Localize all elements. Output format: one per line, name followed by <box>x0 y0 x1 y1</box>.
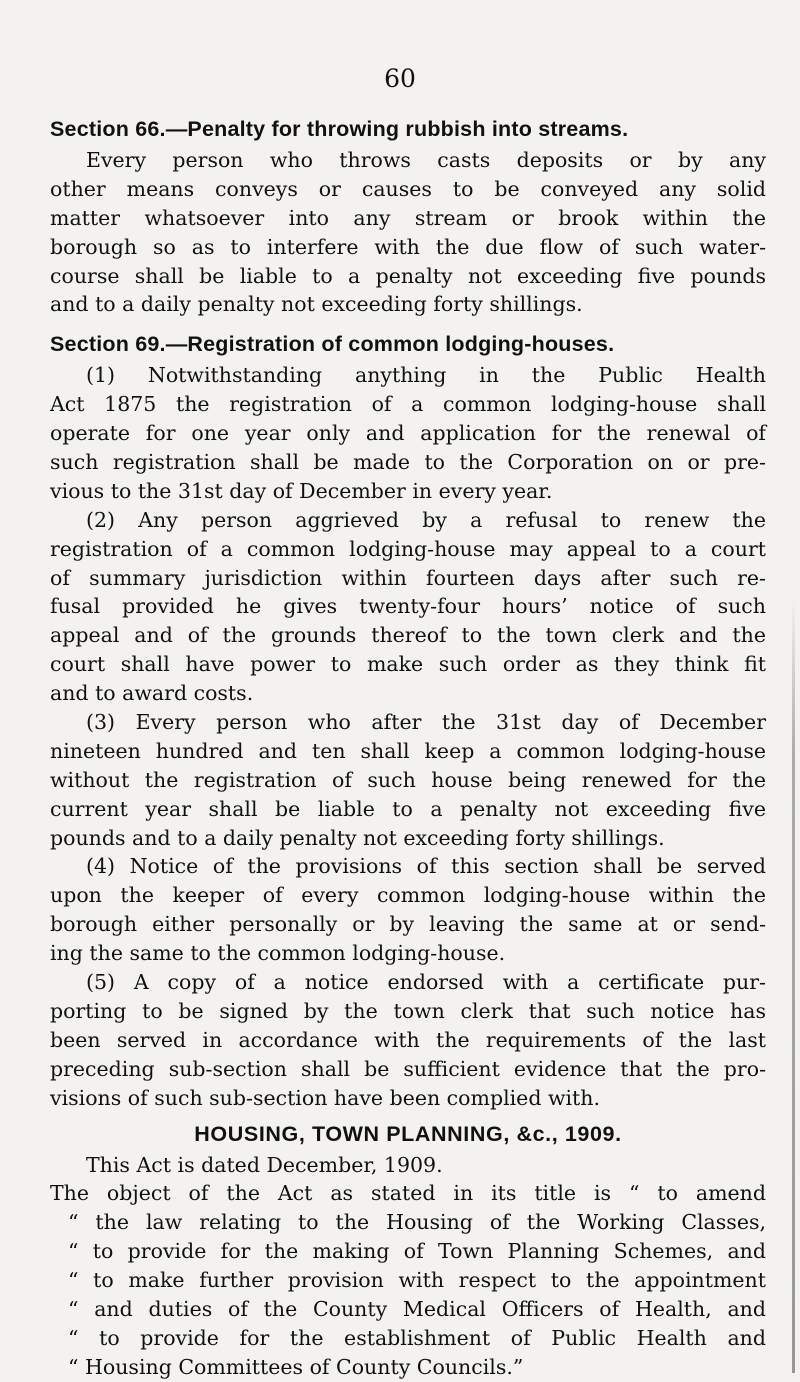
section-69-heading: Section 69.—Registration of common lodging-houses. <box>50 332 615 357</box>
text-line: current year shall be liable to a penalty not exceeding five <box>50 796 766 821</box>
text-line: nineteen hundred and ten shall keep a common lodging-house <box>50 738 766 763</box>
text-line: registration of a common lodging-house may appeal to a court <box>50 536 766 561</box>
text-line: and to a daily penalty not exceeding forty shillings. <box>50 292 583 317</box>
text-line: ing the same to the common lodging-house. <box>50 941 506 966</box>
text-line: operate for one year only and application for the renewal of <box>50 421 766 446</box>
text-line: course shall be liable to a penalty not exceeding five pounds <box>50 263 766 288</box>
text-line: (5) A copy of a notice endorsed with a certificate pur- <box>86 970 766 995</box>
text-line: such registration shall be made to the Corporation on or pre- <box>50 450 766 475</box>
section-69-paragraph-5 <box>50 968 766 1112</box>
text-line: been served in accordance with the requirements of the last <box>50 1027 766 1052</box>
housing-heading: HOUSING, TOWN PLANNING, &c., 1909. <box>194 1121 622 1146</box>
text-line: preceding sub-section shall be sufficient evidence that the pro- <box>50 1056 766 1081</box>
text-line: (4) Notice of the provisions of this section shall be served <box>86 854 766 879</box>
section-66-heading: Section 66.—Penalty for throwing rubbish into streams. <box>50 117 629 141</box>
text-line: borough either personally or by leaving the same at or send- <box>50 912 766 937</box>
section-69-paragraph-1 <box>50 361 766 505</box>
section-69-paragraph-4 <box>50 852 766 968</box>
text-line: upon the keeper of every common lodging-house within the <box>50 883 766 908</box>
text-line: (1) Notwithstanding anything in the Public Health <box>86 363 766 388</box>
text-line: other means conveys or causes to be conveyed any solid <box>50 176 766 201</box>
text-line: fusal provided he gives twenty-four hours’ notice of such <box>50 594 766 619</box>
page-edge-shadow <box>792 600 795 1373</box>
text-line: pounds and to a daily penalty not exceeding forty shillings. <box>50 825 665 850</box>
text-line: Every person who throws casts deposits or by any <box>86 148 766 172</box>
text-line: without the registration of such house being renewed for the <box>50 767 766 792</box>
section-69-paragraph-2 <box>50 506 766 708</box>
page-number: 60 <box>384 64 416 93</box>
text-line: vious to the 31st day of December in every year. <box>50 478 553 503</box>
text-line: “ to provide for the making of Town Planning Schemes, and <box>68 1239 766 1264</box>
page-content <box>50 114 766 1382</box>
text-line: borough so as to interfere with the due flow of such water- <box>50 234 766 259</box>
text-line: “ the law relating to the Housing of the Working Classes, <box>68 1210 766 1235</box>
text-line: (3) Every person who after the 31st day of December <box>86 710 766 735</box>
text-line: (2) Any person aggrieved by a refusal to renew the <box>86 507 766 532</box>
text-line: This Act is dated December, 1909. <box>86 1152 443 1177</box>
text-line: Act 1875 the registration of a common lodging-house shall <box>50 392 766 417</box>
text-line: appeal and of the grounds thereof to the town clerk and the <box>50 623 766 648</box>
text-line: of summary jurisdiction within fourteen days after such re- <box>50 565 766 590</box>
text-line: “ Housing Committees of County Councils.” <box>68 1354 524 1379</box>
text-line: “ and duties of the County Medical Officers of Health, and <box>68 1296 766 1321</box>
text-line: visions of such sub-section have been complied with. <box>50 1085 601 1110</box>
text-line: and to award costs. <box>50 681 254 706</box>
text-line: matter whatsoever into any stream or brook within the <box>50 205 766 230</box>
text-line: court shall have power to make such order as they think fit <box>50 652 766 677</box>
text-line: “ to make further provision with respect to the appointment <box>68 1268 766 1293</box>
section-66-body <box>50 146 766 319</box>
section-69-paragraph-3 <box>50 708 766 852</box>
text-line: The object of the Act as stated in its title is “ to amend <box>50 1181 766 1206</box>
housing-body <box>50 1151 766 1382</box>
text-line: “ to provide for the establishment of Public Health and <box>68 1325 766 1350</box>
text-line: porting to be signed by the town clerk that such notice has <box>50 998 766 1023</box>
